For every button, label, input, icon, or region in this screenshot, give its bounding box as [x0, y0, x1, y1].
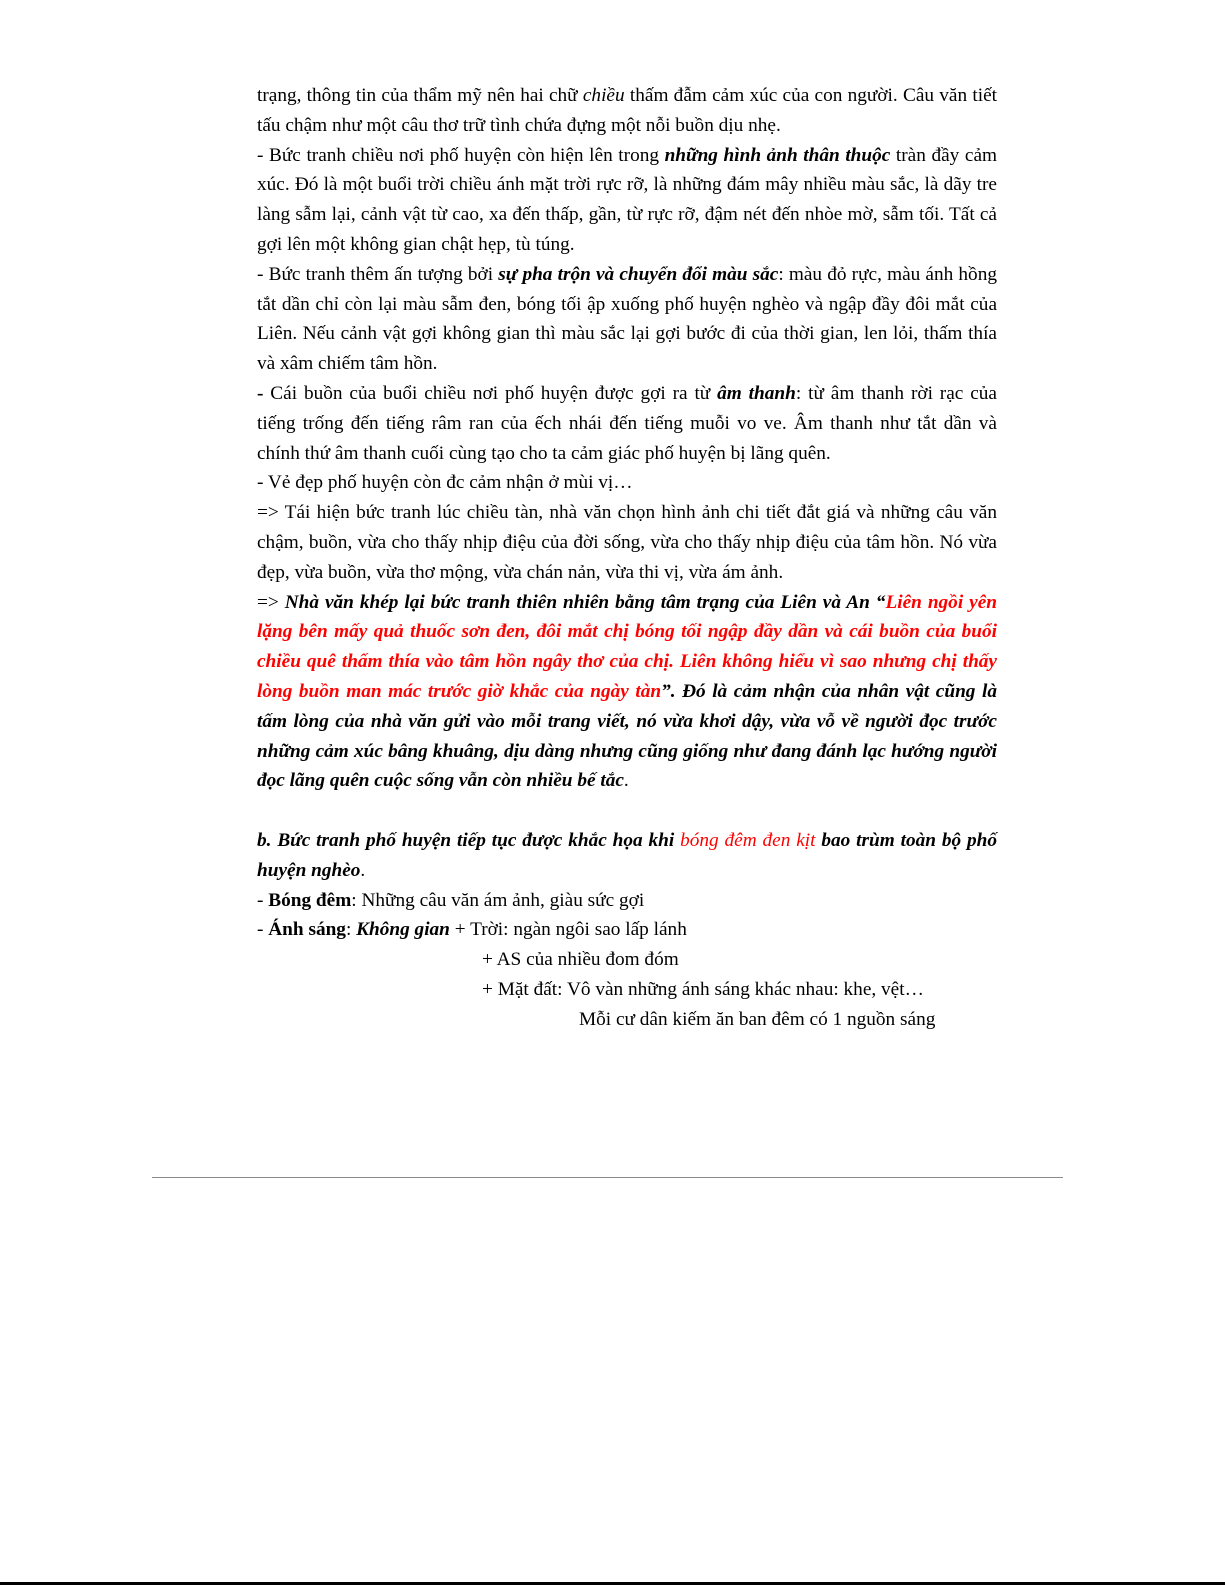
text-run: : [345, 919, 357, 941]
section-heading: bao trùm toàn bộ phố huyện nghèo [257, 829, 997, 881]
text-run: - Bức tranh chiều nơi phố huyện còn hiện lên trong [257, 144, 665, 166]
text-run: trạng, thông tin của thẩm mỹ nên hai chữ [257, 85, 583, 106]
list-line-2 [257, 915, 997, 945]
paragraph-5: - Vẻ đẹp phố huyện còn đc cảm nhận ở mùi vị… [257, 472, 633, 494]
text-run: - [257, 919, 269, 941]
document-page [257, 81, 997, 1035]
page-divider [152, 1177, 1063, 1178]
text-run: => [257, 591, 285, 613]
paragraph-4 [257, 379, 997, 468]
paragraph-7 [257, 588, 997, 797]
list-line-5: Mỗi cư dân kiếm ăn ban đêm có 1 nguồn sáng [579, 1008, 936, 1030]
spacer [257, 796, 997, 826]
bold-italic-run: Không gian [356, 919, 450, 941]
text-run: : Những câu văn ám ảnh, giàu sức gợi [351, 889, 645, 911]
text-run: tràn đầy cảm xúc. Đó là một buổi trời chiều ánh mặt trời rực rỡ, là những đám mây nhiều màu sắc, là dãy tre làng sẫm lại, cảnh vật từ cao, xa đến thấp, gần, từ rực rỡ, đậm nét đến nhòe mờ, sẫm tối. Tất cả gợi lên một không gian chật hẹp, tù túng. [257, 144, 997, 255]
section-heading: b. Bức tranh phố huyện tiếp tục được khắc họa khi [257, 829, 681, 851]
italic-run: chiều [582, 85, 625, 106]
text-run: : màu đỏ rực, màu ánh hồng tắt dần chỉ còn lại màu sẫm đen, bóng tối ập xuống phố huyện nghèo và ngập đầy đôi mắt của Liên. Nếu cảnh vật gợi không gian thì màu sắc lại gợi bước đi của thời gian, len lỏi, thấm thía và xâm chiếm tâm hồn. [257, 263, 997, 375]
text-run: Cái buồn của buổi chiều nơi phố huyện được gợi ra từ [263, 382, 718, 404]
bold-italic-run: sự pha trộn và chuyển đổi màu sắc [498, 263, 779, 285]
list-line-1 [257, 886, 997, 916]
text-run: . [360, 859, 366, 881]
bold-run: Ánh sáng [268, 919, 346, 941]
paragraph-8 [257, 826, 997, 886]
text-run: : từ âm thanh rời rạc của tiếng trống đến tiếng râm ran của ếch nhái đến tiếng muỗi vo ve. Âm thanh như tắt dần và chính thứ âm thanh cuối cùng tạo cho ta cảm giác phố huyện bị lãng quên. [257, 382, 997, 464]
paragraph-3 [257, 260, 997, 379]
red-phrase: bóng đêm đen kịt [680, 829, 816, 851]
bold-dash: - [257, 382, 264, 404]
list-line-3: + AS của nhiều đom đóm [482, 949, 679, 971]
bold-italic-run: ”. Đó là cảm nhận của nhân vật cũng là tấm lòng của nhà văn gửi vào mỗi trang viết, nó vừa khơi dậy, vừa vỗ về người đọc trước những cảm xúc bâng khuâng, dịu dàng nhưng cũng giống như đang đánh lạc hướng người đọc lãng quên cuộc sống vẫn còn nhiều bế tắc [257, 680, 997, 792]
paragraph-2 [257, 141, 997, 260]
paragraph-6: => Tái hiện bức tranh lúc chiều tàn, nhà văn chọn hình ảnh chi tiết đắt giá và những câu văn chậm, buồn, vừa cho thấy nhịp điệu của đời sống, vừa cho thấy nhịp điệu của tâm hồn. Nó vừa đẹp, vừa buồn, vừa thơ mộng, vừa chán nản, vừa thi vị, vừa ám ảnh. [257, 502, 997, 583]
text-run: thấm đẫm cảm xúc của con người. Câu văn tiết tấu chậm như một câu thơ trữ tình chứa đựng một nỗi buồn dịu nhẹ. [257, 85, 997, 136]
red-quote: Liên ngồi yên lặng bên mấy quả thuốc sơn đen, đôi mắt chị bóng tối ngập đầy dần và cái buồn của buổi chiều quê thấm thía vào tâm hồn ngây thơ của chị. Liên không hiểu vì sao nhưng chị thấy lòng buồn man mác trước giờ khắc của ngày tàn [257, 591, 997, 702]
bold-italic-run: Nhà văn khép lại bức tranh thiên nhiên bằng tâm trạng của Liên và An “ [284, 591, 886, 613]
bold-italic-run: những hình ảnh thân thuộc [664, 144, 891, 166]
paragraph-1 [257, 81, 997, 141]
text-run: - Bức tranh thêm ấn tượng bởi [257, 263, 499, 285]
bold-italic-run: âm thanh [717, 382, 796, 404]
list-line-4: + Mặt đất: Vô vàn những ánh sáng khác nhau: khe, vệt… [482, 978, 924, 1000]
text-run: + Trời: ngàn ngôi sao lấp lánh [449, 919, 687, 941]
bold-run: Bóng đêm [268, 889, 352, 911]
text-run: . [623, 770, 629, 792]
text-run: - [257, 889, 269, 911]
